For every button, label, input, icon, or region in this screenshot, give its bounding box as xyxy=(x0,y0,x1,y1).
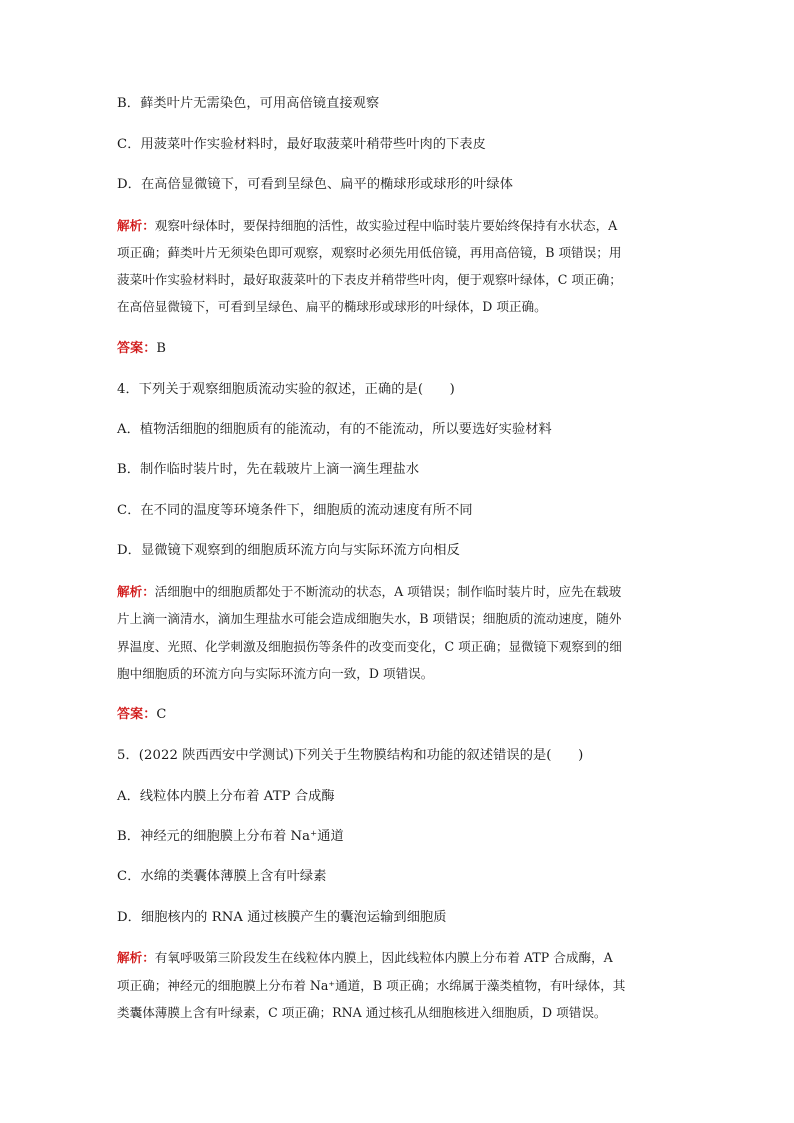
q4-answer-label: 答案： xyxy=(117,707,157,722)
q5-explanation-label: 解析： xyxy=(117,950,155,965)
q5-explanation-line-2: 项正确；神经元的细胞膜上分布着 Na⁺通道，B 项正确；水绵属于藻类植物，有叶绿体，其 xyxy=(117,978,626,993)
q4-explanation-label: 解析： xyxy=(117,584,155,599)
q4-explanation-line-4: 胞中细胞质的环流方向与实际环流方向一致，D 项错误。 xyxy=(117,666,434,681)
q4-answer xyxy=(117,705,687,725)
q3-answer xyxy=(117,339,687,359)
q3-option-d: D．在高倍显微镜下，可看到呈绿色、扁平的椭球形或球形的叶绿体 xyxy=(117,177,514,192)
q3-answer-value: B xyxy=(156,341,166,356)
q5-option-c: C．水绵的类囊体薄膜上含有叶绿素 xyxy=(117,869,327,884)
q4-explanation-line-3: 界温度、光照、化学刺激及细胞损伤等条件的改变而变化，C 项正确；显微镜下观察到的细 xyxy=(117,639,622,654)
q3-option-b: B．藓类叶片无需染色，可用高倍镜直接观察 xyxy=(117,96,380,111)
q4-stem: 4．下列关于观察细胞质流动实验的叙述，正确的是( ) xyxy=(117,382,455,397)
q3-explanation-line-3: 菠菜叶作实验材料时，最好取菠菜叶的下表皮并稍带些叶肉，便于观察叶绿体，C 项正确； xyxy=(117,272,622,287)
q5-explanation-line-1: 解析：有氧呼吸第三阶段发生在线粒体内膜上，因此线粒体内膜上分布着 ATP 合成酶，A xyxy=(117,950,613,965)
q5-option-d: D．细胞核内的 RNA 通过核膜产生的囊泡运输到细胞质 xyxy=(117,910,447,925)
q3-explanation-line-2: 项正确；藓类叶片无须染色即可观察，观察时必须先用低倍镜，再用高倍镜，B 项错误；用 xyxy=(117,245,622,260)
q3-explanation-line-4: 在高倍显微镜下，可看到呈绿色、扁平的椭球形或球形的叶绿体，D 项正确。 xyxy=(117,299,547,314)
q5-stem: 5．(2022 陕西西安中学测试)下列关于生物膜结构和功能的叙述错误的是( ) xyxy=(117,748,584,763)
q4-option-a: A．植物活细胞的细胞质有的能流动，有的不能流动，所以要选好实验材料 xyxy=(117,422,552,437)
q4-explanation-line-1: 解析：活细胞中的细胞质都处于不断流动的状态，A 项错误；制作临时装片时，应先在载玻 xyxy=(117,584,622,599)
q3-option-c: C．用菠菜叶作实验材料时，最好取菠菜叶稍带些叶肉的下表皮 xyxy=(117,137,486,152)
q4-answer-value: C xyxy=(156,707,167,722)
q3-answer-label: 答案： xyxy=(117,341,157,356)
q3-explanation-line-1: 解析：观察叶绿体时，要保持细胞的活性，故实验过程中临时装片要始终保持有水状态，A xyxy=(117,218,618,233)
q5-option-b: B．神经元的细胞膜上分布着 Na⁺通道 xyxy=(117,829,344,844)
q5-explanation-line-3: 类囊体薄膜上含有叶绿素，C 项正确；RNA 通过核孔从细胞核进入细胞质，D 项错误。 xyxy=(117,1005,607,1020)
q5-option-a: A．线粒体内膜上分布着 ATP 合成酶 xyxy=(117,789,335,804)
q4-option-d: D．显微镜下观察到的细胞质环流方向与实际环流方向相反 xyxy=(117,543,460,558)
q4-explanation-line-2: 片上滴一滴清水，滴加生理盐水可能会造成细胞失水，B 项错误；细胞质的流动速度，随外 xyxy=(117,611,622,626)
q4-option-c: C．在不同的温度等环境条件下，细胞质的流动速度有所不同 xyxy=(117,503,473,518)
q4-option-b: B．制作临时装片时，先在载玻片上滴一滴生理盐水 xyxy=(117,462,420,477)
q3-explanation-label: 解析： xyxy=(117,218,155,233)
